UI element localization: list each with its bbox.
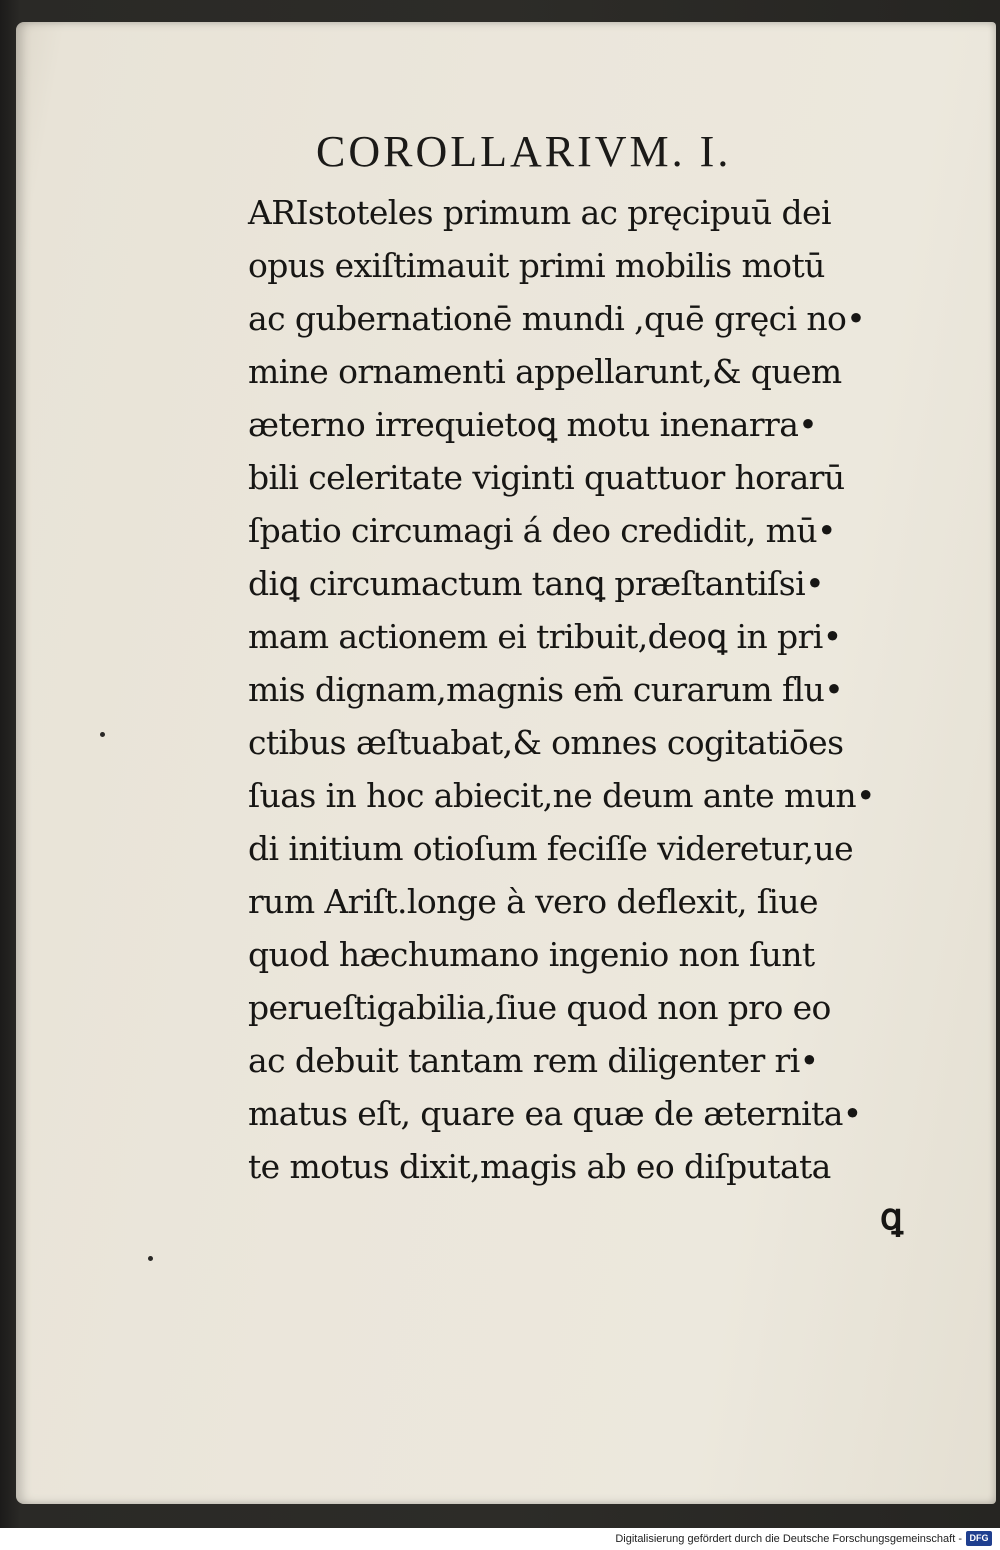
text-line: diꝗ circumactum tanꝗ præſtantiſsi• xyxy=(248,564,824,603)
text-line: rum Ariſt.longe à vero deflexit, ſiue xyxy=(248,882,818,921)
dfg-logo: DFG xyxy=(966,1531,992,1546)
text-line: perueſtigabilia,ſiue quod non pro eo xyxy=(248,988,831,1027)
text-line: ac debuit tantam rem diligenter ri• xyxy=(248,1041,819,1080)
text-line: ctibus æſtuabat,& omnes cogitatiōes xyxy=(248,723,844,762)
text-line: æterno irrequietoꝗ motu inenarra• xyxy=(248,405,818,444)
text-line: mis dignam,magnis em̄ curarum flu• xyxy=(248,670,844,709)
text-line: quod hæchumano ingenio non ſunt xyxy=(248,935,815,974)
text-line: te motus dixit,magis ab eo diſputata xyxy=(248,1147,831,1186)
footer-credit: Digitalisierung gefördert durch die Deutsche Forschungsgemeinschaft - xyxy=(615,1533,962,1545)
text-line: matus eſt, quare ea quæ de æternita• xyxy=(248,1094,862,1133)
speck-lower-left xyxy=(148,1256,153,1261)
text-line: mine ornamenti appellarunt,& quem xyxy=(248,352,842,391)
text-line: ſuas in hoc abiecit,ne deum ante mun• xyxy=(248,776,875,815)
text-line: di initium otioſum feciſſe videretur,ue xyxy=(248,829,854,868)
body-text xyxy=(248,186,938,1193)
text-line: ARIstoteles primum ac pręcipuū dei xyxy=(248,193,831,232)
text-line: bili celeritate viginti quattuor horarū xyxy=(248,458,845,497)
text-line: opus exiſtimauit primi mobilis motū xyxy=(248,246,825,285)
text-line: ac gubernationē mundi ,quē gręci no• xyxy=(248,299,866,338)
catchword: ꝗ xyxy=(880,1196,903,1238)
page-heading: COROLLARIVM. I. xyxy=(316,127,732,176)
text-line: mam actionem ei tribuit,deoꝗ in pri• xyxy=(248,617,842,656)
text-line: ſpatio circumagi á deo credidit, mū• xyxy=(248,511,836,550)
speck-left xyxy=(100,732,105,737)
